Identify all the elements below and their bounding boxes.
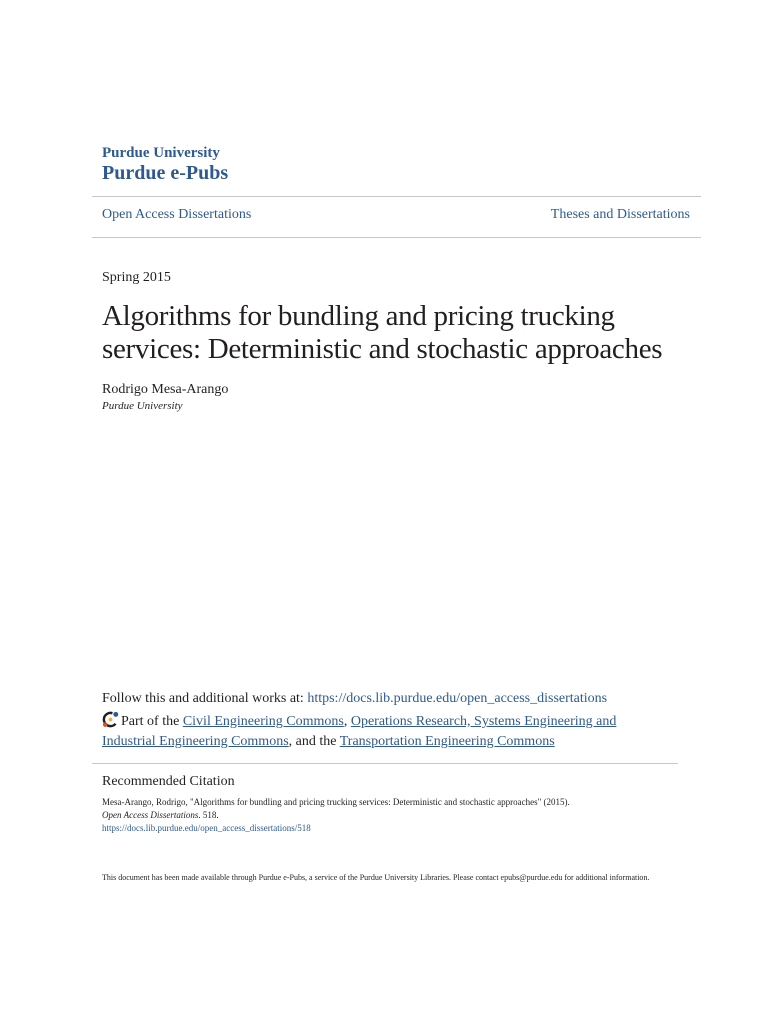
part-of-commons	[102, 711, 662, 752]
author-affiliation: Purdue University	[102, 400, 183, 412]
citation-divider	[92, 763, 678, 764]
institution-header	[102, 144, 228, 184]
nav-divider	[92, 237, 701, 238]
citation-heading: Recommended Citation	[102, 774, 235, 789]
citation-series-line	[102, 809, 662, 822]
title-line-1: Algorithms for bundling and pricing trucking	[102, 300, 615, 332]
follow-prefix: Follow this and additional works at:	[102, 691, 308, 706]
open-access-dissertations-link[interactable]: Open Access Dissertations	[102, 207, 252, 222]
collection-nav	[102, 207, 690, 225]
transportation-engineering-commons-link[interactable]: Transportation Engineering Commons	[339, 734, 555, 749]
theses-and-dissertations-link[interactable]: Theses and Dissertations	[550, 207, 690, 222]
citation-series-suffix: . 518.	[198, 810, 219, 820]
top-divider	[92, 196, 701, 197]
part-of-separator-1: ,	[343, 714, 351, 729]
citation-block	[102, 796, 662, 835]
part-of-prefix: Part of the	[121, 714, 183, 729]
university-link[interactable]: Purdue University	[102, 145, 220, 161]
civil-engineering-commons-link[interactable]: Civil Engineering Commons	[182, 714, 344, 729]
commons-network-icon	[102, 711, 119, 728]
publication-season: Spring 2015	[102, 270, 171, 285]
author-name: Rodrigo Mesa-Arango	[102, 382, 229, 397]
operations-research-commons-link[interactable]: Operations Research, Systems Engineering and Industrial Engineering Commons	[102, 714, 617, 749]
title-line-2: services: Deterministic and stochastic approaches	[102, 333, 663, 365]
dissertations-url-link[interactable]: https://docs.lib.purdue.edu/open_access_dissertations	[307, 691, 608, 706]
availability-notice: This document has been made available through Purdue e-Pubs, a service of the Purdue University Libraries. Please contact epubs@purdue.edu for additional information.	[102, 873, 650, 882]
part-of-separator-2: , and the	[288, 734, 340, 749]
citation-text: Mesa-Arango, Rodrigo, "Algorithms for bundling and pricing trucking services: Deterministic and stochastic approaches" (2015).	[102, 797, 570, 807]
citation-series: Open Access Dissertations	[102, 810, 199, 820]
follow-works-line	[102, 689, 682, 708]
citation-url-link[interactable]: https://docs.lib.purdue.edu/open_access_dissertations/518	[102, 823, 311, 833]
document-title	[102, 300, 682, 366]
repository-link[interactable]: Purdue e-Pubs	[102, 162, 229, 184]
